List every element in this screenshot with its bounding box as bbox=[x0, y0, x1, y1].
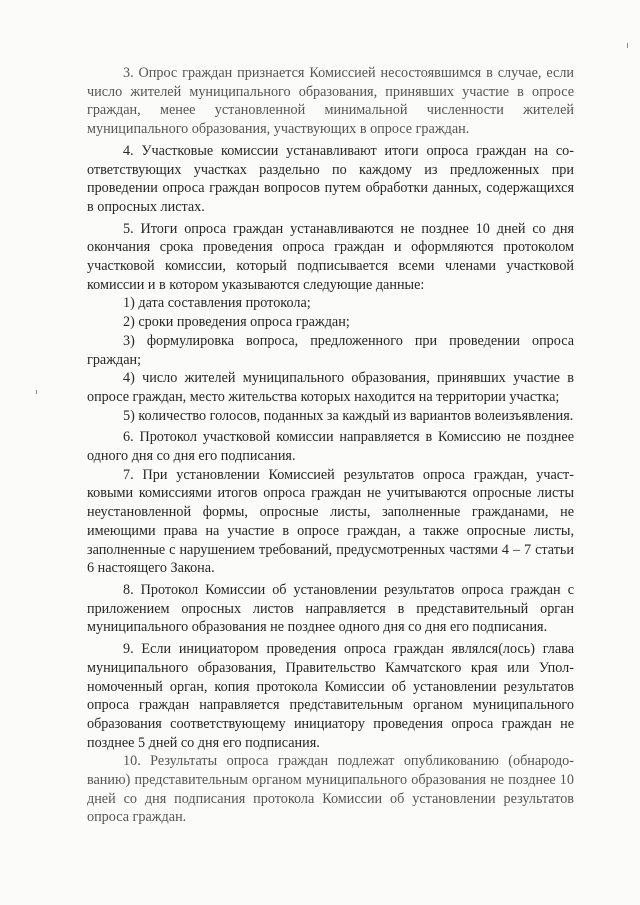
paragraph-4: 4. Участковые комиссии устанавливают итоги опроса граждан на соответствующих участках раздельно по каждому из предложенных при проведении опроса граждан вопросов путем обработки данных, содержащихся в опросных листах. bbox=[87, 142, 574, 215]
paragraph-5: 5. Итоги опроса граждан устанавливаются не позднее 10 дней со дня окончания срока проведения опроса граждан и оформляются протоколом участковой комиссии, который подписывается всеми членами участковой комиссии и в котором указываются следующие данные: bbox=[87, 220, 574, 293]
scan-speck bbox=[36, 390, 37, 394]
list-item-5: 5) количество голосов, поданных за каждый из вариантов волеизъявления. bbox=[123, 407, 574, 424]
paragraph-3: 3. Опрос граждан признается Комиссией несостоявшимся в случае, если число жителей муниципального образования, принявших участие в опросе граждан, менее установленной минимальной численности жителей муниципального образования, участвующих в опросе граждан. bbox=[87, 65, 574, 138]
list-item-2: 2) сроки проведения опроса граждан; bbox=[123, 314, 350, 331]
paragraph-10: 10. Результаты опроса граждан подлежат опубликованию (обнародованию) представительным органом муниципального образования не позднее 10 дней со дня подписания протокола Комиссии об установлении результатов опроса граждан. bbox=[87, 753, 574, 826]
paragraph-7: 7. При установлении Комиссией результатов опроса граждан, участковыми комиссиями итогов опроса граждан не учитываются опросные листы неустановленной формы, опросные листы, заполненные гражданами, не имеющими права на участие в опросе граждан, а также опросные листы, заполненные с нарушением требований, предусмотренных частями 4 – 7 статьи 6 настоящего Закона. bbox=[87, 466, 574, 577]
list-item-4: 4) число жителей муниципального образования, принявших участие в опросе граждан, место жительства которых находится на территории участка; bbox=[87, 370, 574, 405]
list-item-1: 1) дата составления протокола; bbox=[123, 295, 311, 312]
list-item-3: 3) формулировка вопроса, предложенного при проведении опроса граждан; bbox=[87, 332, 574, 368]
paragraph-8: 8. Протокол Комиссии об установлении результатов опроса граждан с приложением опросных листов направляется в представительный орган муниципального образования не позднее одного дня со дня его подписания. bbox=[87, 581, 574, 636]
paragraph-6: 6. Протокол участковой комиссии направляется в Комиссию не позднее одного дня со дня его подписания. bbox=[87, 429, 574, 465]
scan-speck bbox=[627, 43, 628, 48]
paragraph-9: 9. Если инициатором проведения опроса граждан являлся(лось) глава муниципального образования, Правительство Камчатского края или Уполномоченный орган, копия протокола Комиссии об установлении результатов опроса граждан направляется представительным органом муниципального образования соответствующему инициатору проведения опроса граждан не позднее 5 дней со дня его подписания. bbox=[87, 641, 574, 751]
document-body bbox=[87, 64, 574, 827]
